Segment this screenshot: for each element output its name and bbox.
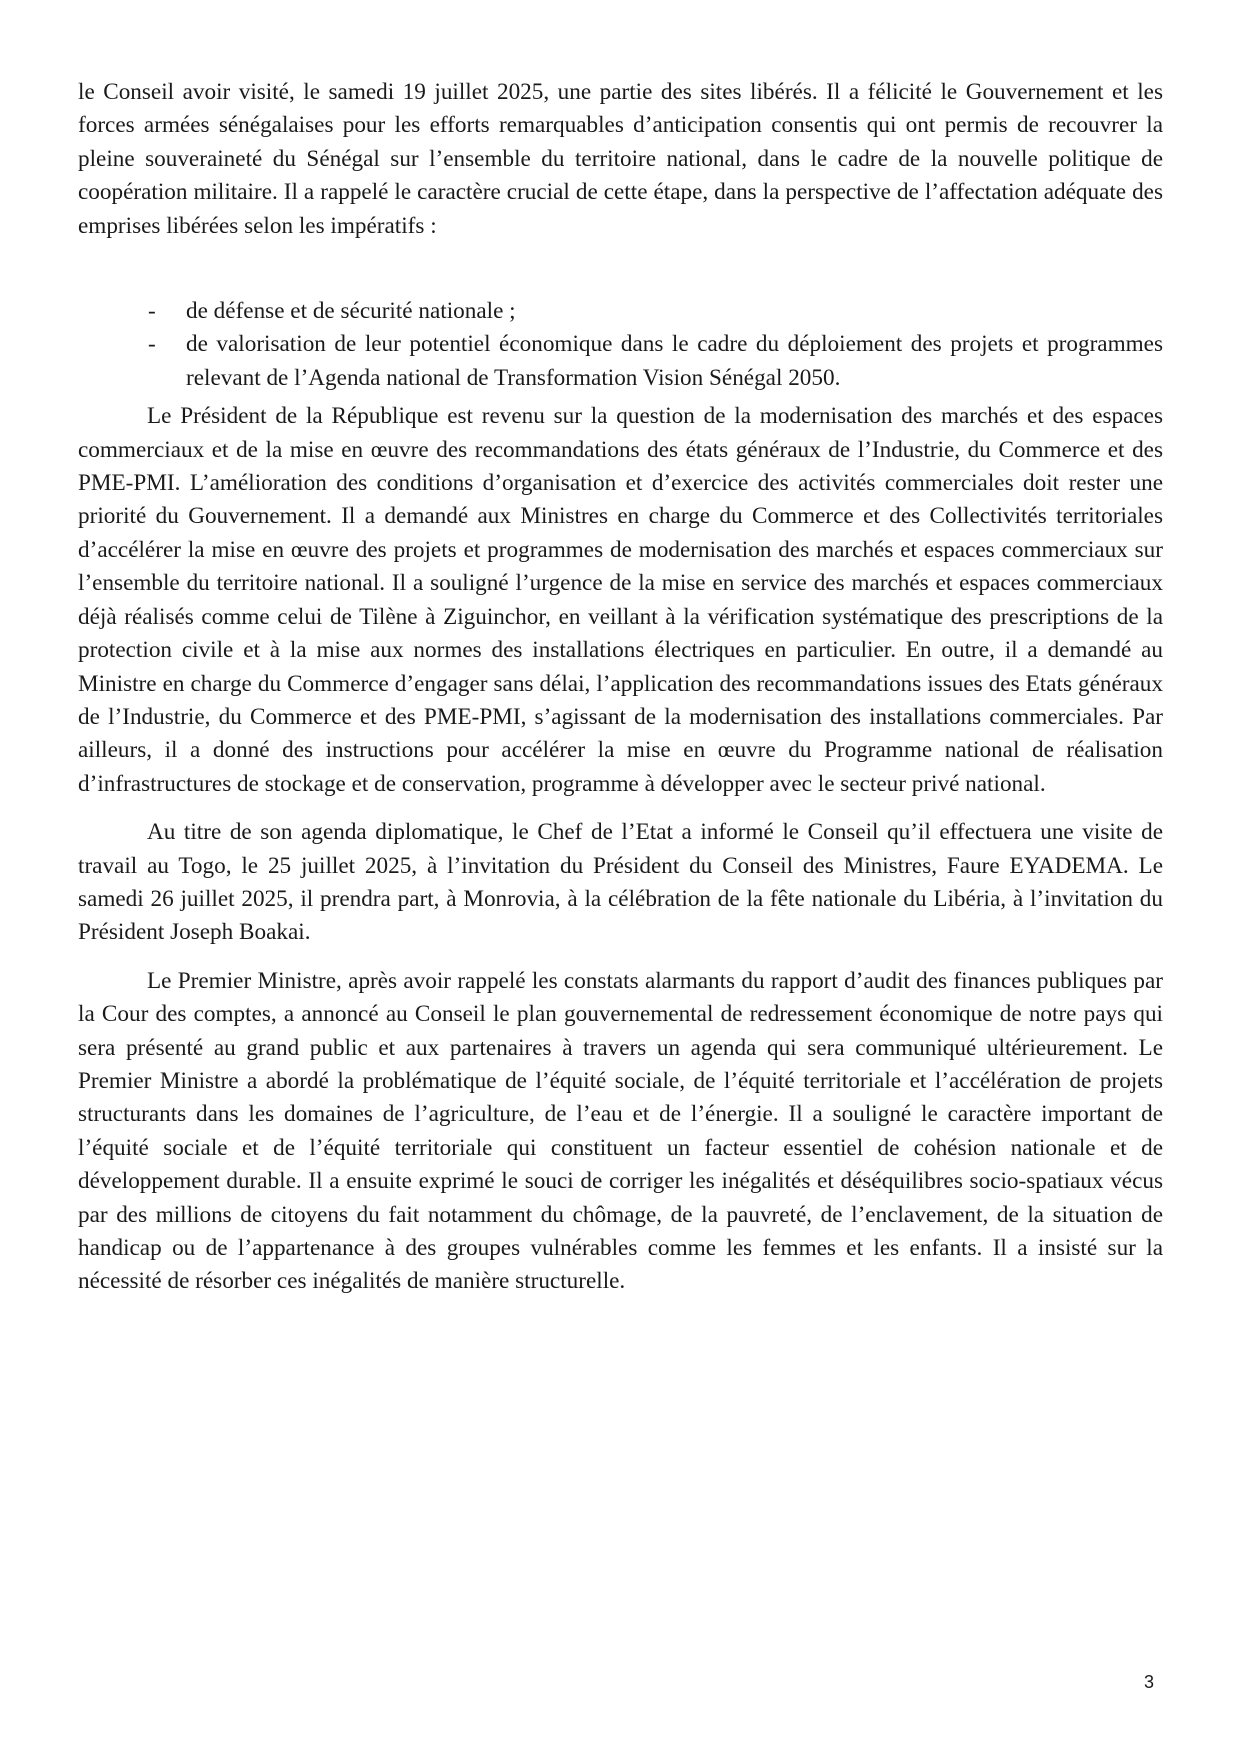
page-number: 3 [1144,1672,1155,1692]
bullet-dash: - [148,298,156,325]
paragraph-intro: le Conseil avoir visité, le samedi 19 juillet 2025, une partie des sites libérés. Il a félicité le Gouvernement et les forces armées sénégalaises pour les efforts remarquables d’anticipation consentis qui ont permis de recouvrer la pleine souveraineté du Sénégal sur l’ensemble du territoire national, dans le cadre de la nouvelle politique de coopération militaire. Il a rappelé le caractère crucial de cette étape, dans la perspective de l’affectation adéquate des emprises libérées selon les impératifs : [78,79,1163,239]
bullet-dash: - [148,331,156,358]
list-item-text: de défense et de sécurité nationale ; [186,298,516,325]
list-item [78,295,1163,328]
paragraph-prime-minister: Le Premier Ministre, après avoir rappelé les constats alarmants du rapport d’audit des finances publiques par la Cour des comptes, a annoncé au Conseil le plan gouvernemental de redressement économique de notre pays qui sera présenté au grand public et aux partenaires à travers un agenda qui sera communiqué ultérieurement. Le Premier Ministre a abordé la problématique de l’équité sociale, de l’équité territoriale et l’accélération de projets structurants dans les domaines de l’agriculture, de l’eau et de l’énergie. Il a souligné le caractère important de l’équité sociale et de l’équité territoriale qui constituent un facteur essentiel de cohésion nationale et de développement durable. Il a ensuite exprimé le souci de corriger les inégalités et déséquilibres socio-spatiaux vécus par des millions de citoyens du fait notamment du chômage, de la pauvreté, de l’enclavement, de la situation de handicap ou de l’appartenance à des groupes vulnérables comme les femmes et les enfants. Il a insisté sur la nécessité de résorber ces inégalités de manière structurelle. [78,967,1163,1295]
document-page [78,76,1163,1299]
paragraph-diplomacy: Au titre de son agenda diplomatique, le Chef de l’Etat a informé le Conseil qu’il effectuera une visite de travail au Togo, le 25 juillet 2025, à l’invitation du Président du Conseil des Ministres, Faure EYADEMA. Le samedi 26 juillet 2025, il prendra part, à Monrovia, à la célébration de la fête nationale du Libéria, à l’invitation du Président Joseph Boakai. [78,819,1163,946]
imperatives-list [78,295,1163,395]
list-item [78,328,1163,395]
list-item-text: de valorisation de leur potentiel économique dans le cadre du déploiement des projets et programmes relevant de l’Agenda national de Transformation Vision Sénégal 2050. [186,331,1163,391]
paragraph-markets: Le Président de la République est revenu sur la question de la modernisation des marchés et des espaces commerciaux et de la mise en œuvre des recommandations des états généraux de l’Industrie, du Commerce et des PME-PMI. L’amélioration des conditions d’organisation et d’exercice des activités commerciales doit rester une priorité du Gouvernement. Il a demandé aux Ministres en charge du Commerce et des Collectivités territoriales d’accélérer la mise en œuvre des projets et programmes de modernisation des marchés et espaces commerciaux sur l’ensemble du territoire national. Il a souligné l’urgence de la mise en service des marchés et espaces commerciaux déjà réalisés comme celui de Tilène à Ziguinchor, en veillant à la vérification systématique des prescriptions de la protection civile et à la mise aux normes des installations électriques en particulier. En outre, il a demandé au Ministre en charge du Commerce d’engager sans délai, l’application des recommandations issues des Etats généraux de l’Industrie, du Commerce et des PME-PMI, s’agissant de la modernisation des installations commerciales. Par ailleurs, il a donné des instructions pour accélérer la mise en œuvre du Programme national de réalisation d’infrastructures de stockage et de conservation, programme à développer avec le secteur privé national. [78,403,1163,797]
